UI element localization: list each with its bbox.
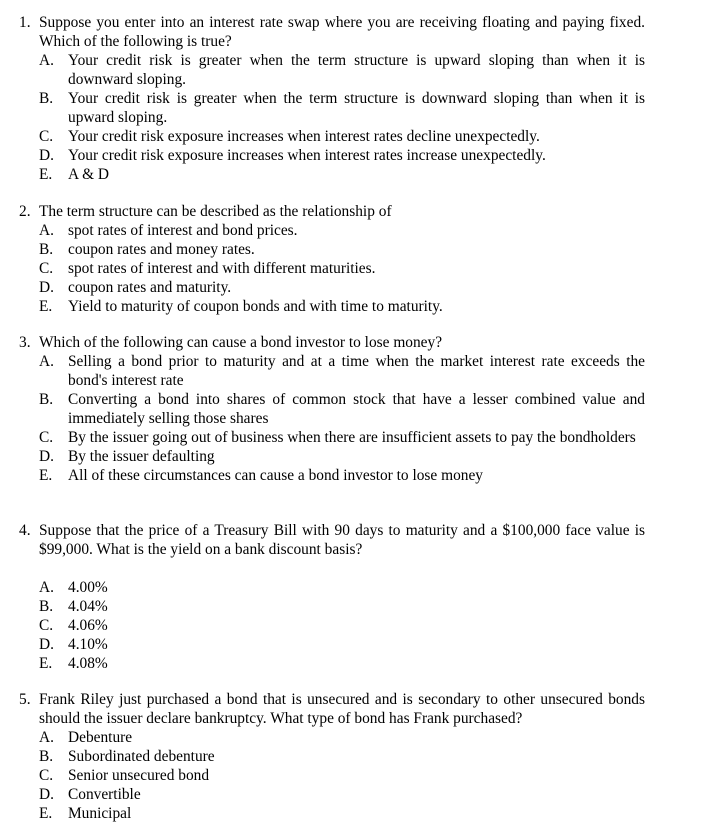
- question-5: [19, 690, 645, 823]
- option-label: A.: [39, 52, 54, 69]
- option-text: Converting a bond into shares of common stock that have a lesser combined value and immediately selling those shares: [68, 391, 645, 427]
- question-1: [19, 13, 645, 184]
- option-e: [19, 804, 645, 823]
- option-label: A.: [39, 353, 54, 370]
- question-text: Suppose you enter into an interest rate swap where you are receiving floating and paying fixed. Which of the following is true?: [39, 14, 645, 50]
- question-4: [19, 521, 645, 673]
- option-text: By the issuer defaulting: [68, 448, 215, 465]
- option-text: 4.04%: [68, 598, 108, 615]
- option-a: [19, 51, 645, 89]
- option-text: Subordinated debenture: [68, 748, 215, 765]
- option-a: [19, 728, 645, 747]
- option-label: B.: [39, 241, 54, 258]
- question-stem: [19, 13, 645, 51]
- option-label: D.: [39, 786, 54, 803]
- question-3: [19, 333, 645, 485]
- answer-options: [19, 352, 645, 485]
- option-b: [19, 240, 645, 259]
- question-text: Suppose that the price of a Treasury Bill with 90 days to maturity and a $100,000 face value is $99,000. What is the yield on a bank discount basis?: [39, 522, 645, 558]
- option-text: coupon rates and maturity.: [68, 279, 232, 296]
- option-text: Municipal: [68, 805, 132, 822]
- option-text: spot rates of interest and with different maturities.: [68, 260, 376, 277]
- option-text: Senior unsecured bond: [68, 767, 210, 784]
- option-d: [19, 146, 645, 165]
- option-label: D.: [39, 448, 54, 465]
- option-label: B.: [39, 748, 54, 765]
- option-text: Yield to maturity of coupon bonds and with time to maturity.: [68, 298, 443, 315]
- option-a: [19, 352, 645, 390]
- option-text: All of these circumstances can cause a bond investor to lose money: [68, 467, 483, 484]
- question-number: 1.: [19, 14, 31, 31]
- option-d: [19, 447, 645, 466]
- question-number: 2.: [19, 203, 31, 220]
- option-c: [19, 259, 645, 278]
- answer-options: [19, 728, 645, 823]
- option-c: [19, 127, 645, 146]
- answer-options: [19, 221, 645, 316]
- option-label: C.: [39, 260, 54, 277]
- option-label: E.: [39, 805, 53, 822]
- question-stem: [19, 333, 645, 352]
- option-text: spot rates of interest and bond prices.: [68, 222, 298, 239]
- answer-options: [19, 578, 645, 673]
- option-label: E.: [39, 166, 53, 183]
- question-text: The term structure can be described as the relationship of: [39, 203, 392, 220]
- option-d: [19, 785, 645, 804]
- option-text: Your credit risk is greater when the term structure is upward sloping than when it is downward sloping.: [68, 52, 645, 88]
- option-e: [19, 297, 645, 316]
- option-label: B.: [39, 598, 54, 615]
- option-text: A & D: [68, 166, 110, 183]
- option-b: [19, 747, 645, 766]
- question-number: 4.: [19, 522, 31, 539]
- option-label: C.: [39, 767, 54, 784]
- option-e: [19, 165, 645, 184]
- question-number: 5.: [19, 691, 31, 708]
- option-d: [19, 278, 645, 297]
- option-d: [19, 635, 645, 654]
- option-b: [19, 89, 645, 127]
- option-e: [19, 466, 645, 485]
- option-e: [19, 654, 645, 673]
- option-text: 4.00%: [68, 579, 108, 596]
- option-label: D.: [39, 279, 54, 296]
- question-stem: [19, 690, 645, 728]
- option-label: A.: [39, 579, 54, 596]
- spacer: [19, 559, 645, 578]
- option-label: E.: [39, 298, 53, 315]
- option-label: B.: [39, 391, 54, 408]
- option-label: C.: [39, 128, 54, 145]
- question-number: 3.: [19, 334, 31, 351]
- option-label: D.: [39, 147, 54, 164]
- option-label: A.: [39, 222, 54, 239]
- option-b: [19, 390, 645, 428]
- question-text: Frank Riley just purchased a bond that is unsecured and is secondary to other unsecured bonds should the issuer declare bankruptcy. What type of bond has Frank purchased?: [39, 691, 645, 727]
- option-label: C.: [39, 429, 54, 446]
- option-label: E.: [39, 655, 53, 672]
- option-text: 4.10%: [68, 636, 108, 653]
- option-a: [19, 578, 645, 597]
- option-text: Your credit risk exposure increases when interest rates increase unexpectedly.: [68, 147, 546, 164]
- option-label: B.: [39, 90, 54, 107]
- option-text: Your credit risk is greater when the term structure is downward sloping than when it is upward sloping.: [68, 90, 645, 126]
- option-a: [19, 221, 645, 240]
- option-text: Debenture: [68, 729, 133, 746]
- option-text: Convertible: [68, 786, 141, 803]
- option-text: 4.06%: [68, 617, 108, 634]
- option-label: D.: [39, 636, 54, 653]
- option-c: [19, 616, 645, 635]
- answer-options: [19, 51, 645, 184]
- option-text: Selling a bond prior to maturity and at a time when the market interest rate exceeds the bond's interest rate: [68, 353, 645, 389]
- question-2: [19, 202, 645, 316]
- option-text: By the issuer going out of business when there are insufficient assets to pay the bondholders: [68, 429, 636, 446]
- option-label: E.: [39, 467, 53, 484]
- option-c: [19, 428, 645, 447]
- option-c: [19, 766, 645, 785]
- option-label: C.: [39, 617, 54, 634]
- question-text: Which of the following can cause a bond investor to lose money?: [39, 334, 443, 351]
- option-label: A.: [39, 729, 54, 746]
- option-b: [19, 597, 645, 616]
- option-text: coupon rates and money rates.: [68, 241, 255, 258]
- question-stem: [19, 521, 645, 559]
- option-text: Your credit risk exposure increases when interest rates decline unexpectedly.: [68, 128, 540, 145]
- question-stem: [19, 202, 645, 221]
- option-text: 4.08%: [68, 655, 108, 672]
